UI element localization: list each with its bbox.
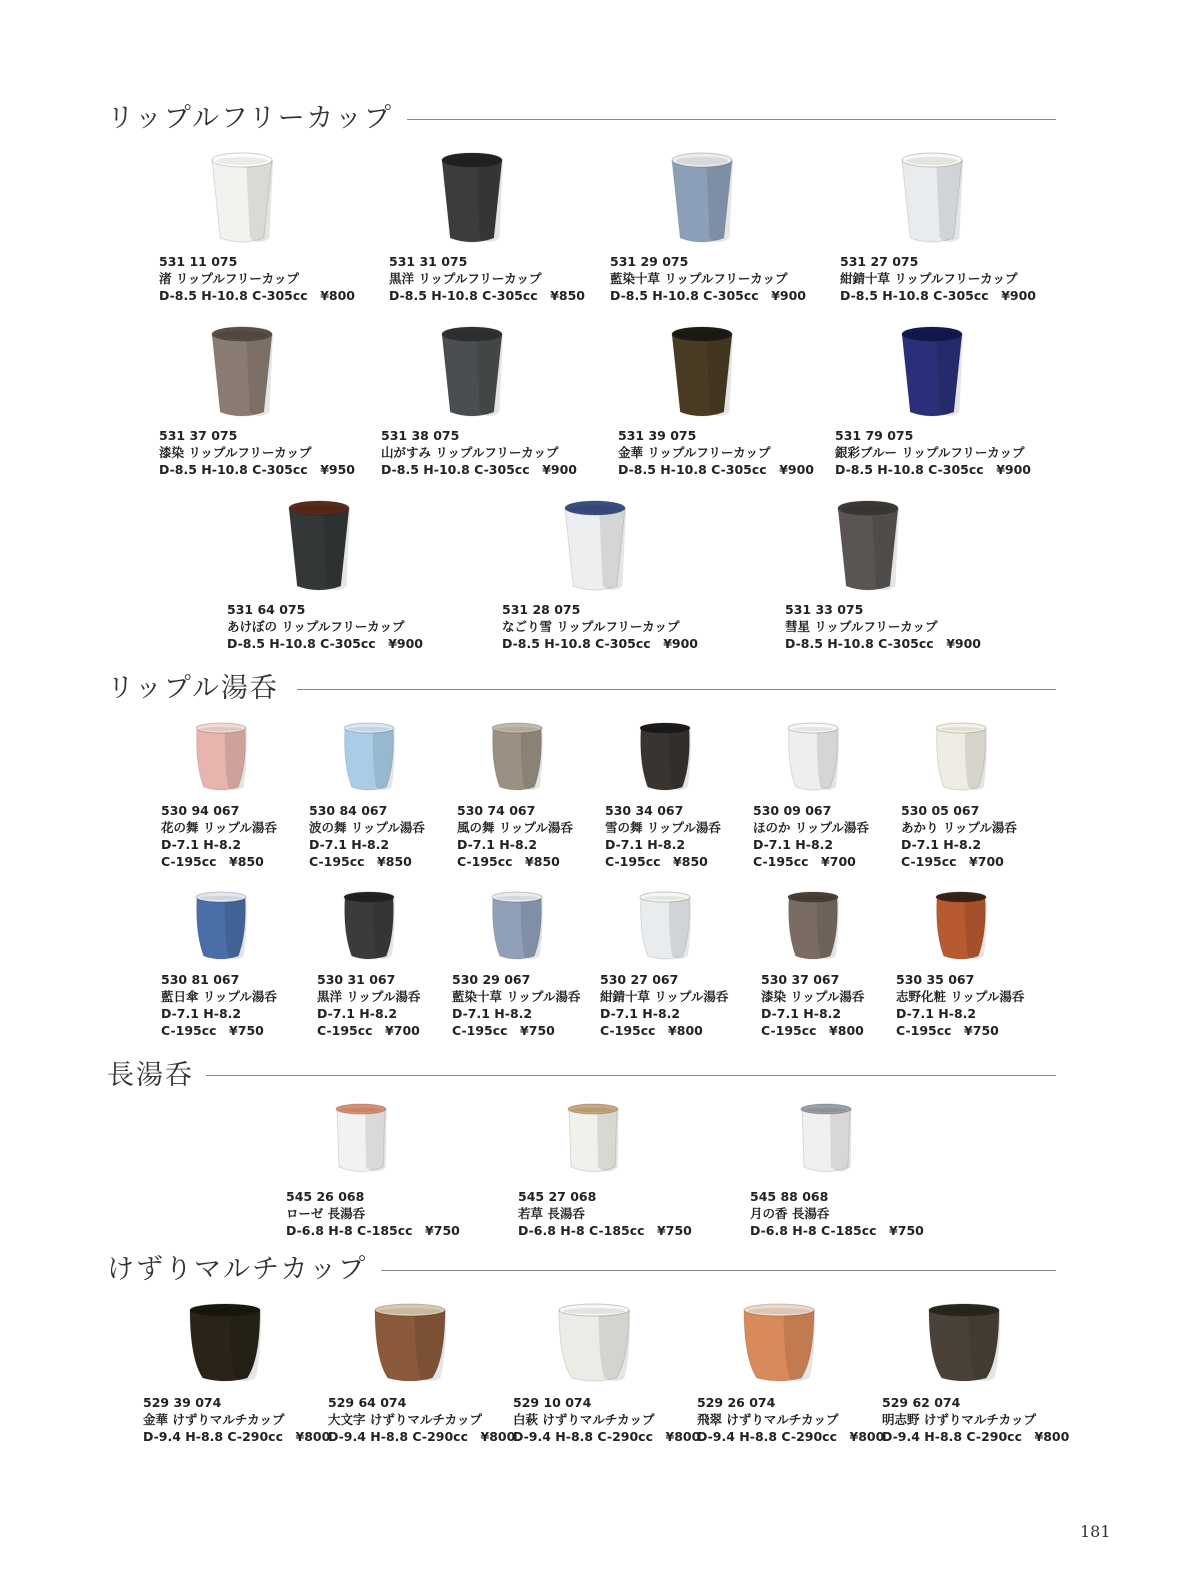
product-info — [785, 601, 981, 652]
cup-image — [670, 326, 734, 418]
product-info — [761, 971, 864, 1039]
product-code: 530 81 067 — [161, 972, 240, 987]
product-spec-price: D-8.5 H-10.8 C-305cc ¥800 — [159, 288, 355, 303]
product-info — [901, 802, 1017, 870]
cup-image — [210, 326, 274, 418]
product-image — [490, 722, 544, 796]
product-code: 530 09 067 — [753, 803, 832, 818]
product-code: 530 34 067 — [605, 803, 684, 818]
product-code: 529 64 074 — [328, 1395, 407, 1410]
cup-image — [742, 1303, 816, 1383]
product-name: 銀彩ブルー リップルフリーカップ — [835, 445, 1025, 460]
product-image — [334, 1103, 388, 1179]
product-name: 渚 リップルフリーカップ — [159, 271, 299, 286]
product-capacity-price: C-195cc ¥750 — [161, 1023, 264, 1038]
product-info — [618, 427, 814, 478]
product-code: 531 38 075 — [381, 428, 460, 443]
product-image — [342, 891, 396, 965]
product-code: 531 27 075 — [840, 254, 919, 269]
product-image — [210, 152, 274, 248]
product-info — [605, 802, 721, 870]
cup-image — [287, 500, 351, 592]
product-name: 明志野 けずりマルチカップ — [882, 1412, 1036, 1427]
product-image — [490, 891, 544, 965]
product-code: 531 37 075 — [159, 428, 238, 443]
product-name: 花の舞 リップル湯呑 — [161, 820, 277, 835]
cup-image — [188, 1303, 262, 1383]
product-info — [161, 971, 277, 1039]
product-image — [638, 722, 692, 796]
cup-image — [373, 1303, 447, 1383]
product-spec-price: D-8.5 H-10.8 C-305cc ¥900 — [840, 288, 1036, 303]
product-name: 藍染十草 リップル湯呑 — [452, 989, 581, 1004]
product-image — [786, 722, 840, 796]
product-spec-price: D-8.5 H-10.8 C-305cc ¥900 — [502, 636, 698, 651]
product-info — [143, 1394, 330, 1445]
cup-image — [342, 891, 396, 961]
product-name: 彗星 リップルフリーカップ — [785, 619, 938, 634]
cup-image — [927, 1303, 1001, 1383]
section-title-multi-cup: けずりマルチカップ — [107, 1254, 368, 1285]
product-dimensions: D-7.1 H-8.2 — [605, 837, 686, 852]
product-name: 飛翠 けずりマルチカップ — [697, 1412, 839, 1427]
product-image — [194, 891, 248, 965]
product-name: 藍日傘 リップル湯呑 — [161, 989, 277, 1004]
product-info — [513, 1394, 700, 1445]
product-info — [600, 971, 728, 1039]
product-info — [750, 1188, 924, 1239]
product-info — [835, 427, 1031, 478]
product-dimensions: D-7.1 H-8.2 — [317, 1006, 398, 1021]
product-image — [927, 1303, 1001, 1387]
product-info — [452, 971, 580, 1039]
product-capacity-price: C-195cc ¥700 — [317, 1023, 420, 1038]
product-image — [836, 500, 900, 596]
product-spec-price: D-6.8 H-8 C-185cc ¥750 — [518, 1223, 692, 1238]
product-dimensions: D-7.1 H-8.2 — [309, 837, 390, 852]
product-capacity-price: C-195cc ¥850 — [605, 854, 708, 869]
product-info — [518, 1188, 692, 1239]
cup-image — [900, 326, 964, 418]
product-spec-price: D-8.5 H-10.8 C-305cc ¥900 — [610, 288, 806, 303]
product-name: 大文字 けずりマルチカップ — [328, 1412, 482, 1427]
product-info — [882, 1394, 1069, 1445]
product-info — [317, 971, 420, 1039]
product-spec-price: D-9.4 H-8.8 C-290cc ¥800 — [697, 1429, 885, 1444]
product-code: 531 33 075 — [785, 602, 864, 617]
cup-image — [440, 152, 504, 244]
product-image — [670, 152, 734, 248]
product-code: 529 39 074 — [143, 1395, 222, 1410]
product-image — [440, 326, 504, 422]
product-name: 山がすみ リップルフリーカップ — [381, 445, 559, 460]
cup-image — [900, 152, 964, 244]
product-code: 529 10 074 — [513, 1395, 592, 1410]
product-code: 531 79 075 — [835, 428, 914, 443]
section-title-ripple-yunomi: リップル湯呑 — [107, 673, 279, 704]
product-capacity-price: C-195cc ¥750 — [452, 1023, 555, 1038]
product-name: 波の舞 リップル湯呑 — [309, 820, 425, 835]
product-code: 531 39 075 — [618, 428, 697, 443]
product-image — [440, 152, 504, 248]
product-image — [342, 722, 396, 796]
product-name: 黒洋 リップル湯呑 — [317, 989, 421, 1004]
cup-image — [836, 500, 900, 592]
product-code: 530 29 067 — [452, 972, 531, 987]
product-dimensions: D-7.1 H-8.2 — [896, 1006, 977, 1021]
product-spec-price: D-8.5 H-10.8 C-305cc ¥900 — [785, 636, 981, 651]
cup-image — [557, 1303, 631, 1383]
product-image — [934, 722, 988, 796]
product-code: 530 37 067 — [761, 972, 840, 987]
product-spec-price: D-9.4 H-8.8 C-290cc ¥800 — [882, 1429, 1070, 1444]
product-capacity-price: C-195cc ¥700 — [753, 854, 856, 869]
product-name: なごり雪 リップルフリーカップ — [502, 619, 680, 634]
product-info — [753, 802, 869, 870]
cup-image — [194, 722, 248, 792]
cup-image — [670, 152, 734, 244]
section-divider — [381, 1270, 1056, 1271]
cup-image — [799, 1103, 853, 1175]
product-info — [840, 253, 1036, 304]
product-code: 530 05 067 — [901, 803, 980, 818]
product-image — [742, 1303, 816, 1387]
product-spec-price: D-8.5 H-10.8 C-305cc ¥900 — [618, 462, 814, 477]
product-code: 531 64 075 — [227, 602, 306, 617]
cup-image — [440, 326, 504, 418]
product-code: 529 26 074 — [697, 1395, 776, 1410]
product-info — [161, 802, 277, 870]
product-info — [227, 601, 423, 652]
section-divider — [297, 689, 1056, 690]
section-divider — [407, 119, 1056, 120]
cup-image — [638, 891, 692, 961]
product-info — [286, 1188, 460, 1239]
product-code: 530 84 067 — [309, 803, 388, 818]
product-name: あかり リップル湯呑 — [901, 820, 1017, 835]
product-code: 529 62 074 — [882, 1395, 961, 1410]
product-name: 紺錆十草 リップルフリーカップ — [840, 271, 1018, 286]
product-name: 藍染十草 リップルフリーカップ — [610, 271, 788, 286]
product-info — [896, 971, 1024, 1039]
cup-image — [786, 891, 840, 961]
cup-image — [342, 722, 396, 792]
cup-image — [563, 500, 627, 592]
product-image — [194, 722, 248, 796]
cup-image — [638, 722, 692, 792]
product-image — [786, 891, 840, 965]
product-capacity-price: C-195cc ¥850 — [457, 854, 560, 869]
product-name: ローゼ 長湯呑 — [286, 1206, 366, 1221]
product-name: あけぼの リップルフリーカップ — [227, 619, 405, 634]
product-name: 金華 リップルフリーカップ — [618, 445, 771, 460]
product-name: 金華 けずりマルチカップ — [143, 1412, 285, 1427]
product-image — [799, 1103, 853, 1179]
product-image — [566, 1103, 620, 1179]
product-code: 531 31 075 — [389, 254, 468, 269]
product-capacity-price: C-195cc ¥800 — [600, 1023, 703, 1038]
product-spec-price: D-8.5 H-10.8 C-305cc ¥900 — [227, 636, 423, 651]
product-info — [502, 601, 698, 652]
product-code: 530 31 067 — [317, 972, 396, 987]
section-divider — [206, 1075, 1056, 1076]
product-image — [670, 326, 734, 422]
product-info — [328, 1394, 515, 1445]
cup-image — [334, 1103, 388, 1175]
product-spec-price: D-6.8 H-8 C-185cc ¥750 — [286, 1223, 460, 1238]
product-spec-price: D-8.5 H-10.8 C-305cc ¥850 — [389, 288, 585, 303]
product-name: 紺錆十草 リップル湯呑 — [600, 989, 729, 1004]
product-capacity-price: C-195cc ¥800 — [761, 1023, 864, 1038]
product-dimensions: D-7.1 H-8.2 — [161, 1006, 242, 1021]
product-code: 531 28 075 — [502, 602, 581, 617]
product-spec-price: D-8.5 H-10.8 C-305cc ¥950 — [159, 462, 355, 477]
product-info — [697, 1394, 884, 1445]
product-info — [159, 253, 355, 304]
product-code: 530 94 067 — [161, 803, 240, 818]
product-image — [373, 1303, 447, 1387]
cup-image — [210, 152, 274, 244]
product-code: 531 29 075 — [610, 254, 689, 269]
product-spec-price: D-9.4 H-8.8 C-290cc ¥800 — [328, 1429, 516, 1444]
product-code: 530 74 067 — [457, 803, 536, 818]
product-dimensions: D-7.1 H-8.2 — [753, 837, 834, 852]
product-image — [287, 500, 351, 596]
product-info — [457, 802, 573, 870]
cup-image — [490, 722, 544, 792]
product-name: 白萩 けずりマルチカップ — [513, 1412, 655, 1427]
product-name: ほのか リップル湯呑 — [753, 820, 869, 835]
page-number: 181 — [1080, 1522, 1111, 1541]
product-info — [381, 427, 577, 478]
product-spec-price: D-8.5 H-10.8 C-305cc ¥900 — [835, 462, 1031, 477]
cup-image — [934, 722, 988, 792]
product-code: 530 27 067 — [600, 972, 679, 987]
product-capacity-price: C-195cc ¥700 — [901, 854, 1004, 869]
product-capacity-price: C-195cc ¥750 — [896, 1023, 999, 1038]
cup-image — [786, 722, 840, 792]
product-image — [563, 500, 627, 596]
product-name: 若草 長湯呑 — [518, 1206, 585, 1221]
product-image — [210, 326, 274, 422]
product-name: 漆染 リップル湯呑 — [761, 989, 865, 1004]
product-name: 月の香 長湯呑 — [750, 1206, 830, 1221]
product-info — [159, 427, 355, 478]
product-image — [188, 1303, 262, 1387]
product-info — [389, 253, 585, 304]
product-spec-price: D-9.4 H-8.8 C-290cc ¥800 — [513, 1429, 701, 1444]
product-dimensions: D-7.1 H-8.2 — [452, 1006, 533, 1021]
product-dimensions: D-7.1 H-8.2 — [457, 837, 538, 852]
product-code: 545 27 068 — [518, 1189, 597, 1204]
product-dimensions: D-7.1 H-8.2 — [901, 837, 982, 852]
product-dimensions: D-7.1 H-8.2 — [600, 1006, 681, 1021]
product-capacity-price: C-195cc ¥850 — [309, 854, 412, 869]
product-name: 風の舞 リップル湯呑 — [457, 820, 573, 835]
product-info — [610, 253, 806, 304]
product-code: 530 35 067 — [896, 972, 975, 987]
product-image — [557, 1303, 631, 1387]
cup-image — [194, 891, 248, 961]
product-dimensions: D-7.1 H-8.2 — [161, 837, 242, 852]
product-image — [638, 891, 692, 965]
section-title-free-cup: リップルフリーカップ — [107, 103, 393, 134]
product-info — [309, 802, 425, 870]
product-capacity-price: C-195cc ¥850 — [161, 854, 264, 869]
product-code: 531 11 075 — [159, 254, 238, 269]
product-image — [900, 152, 964, 248]
product-name: 漆染 リップルフリーカップ — [159, 445, 312, 460]
product-spec-price: D-6.8 H-8 C-185cc ¥750 — [750, 1223, 924, 1238]
product-spec-price: D-8.5 H-10.8 C-305cc ¥900 — [381, 462, 577, 477]
cup-image — [934, 891, 988, 961]
product-name: 黒洋 リップルフリーカップ — [389, 271, 542, 286]
cup-image — [566, 1103, 620, 1175]
product-image — [934, 891, 988, 965]
product-image — [900, 326, 964, 422]
product-dimensions: D-7.1 H-8.2 — [761, 1006, 842, 1021]
product-code: 545 26 068 — [286, 1189, 365, 1204]
product-code: 545 88 068 — [750, 1189, 829, 1204]
product-name: 雪の舞 リップル湯呑 — [605, 820, 721, 835]
section-title-long-yunomi: 長湯呑 — [107, 1060, 194, 1091]
product-spec-price: D-9.4 H-8.8 C-290cc ¥800 — [143, 1429, 331, 1444]
product-name: 志野化粧 リップル湯呑 — [896, 989, 1025, 1004]
cup-image — [490, 891, 544, 961]
